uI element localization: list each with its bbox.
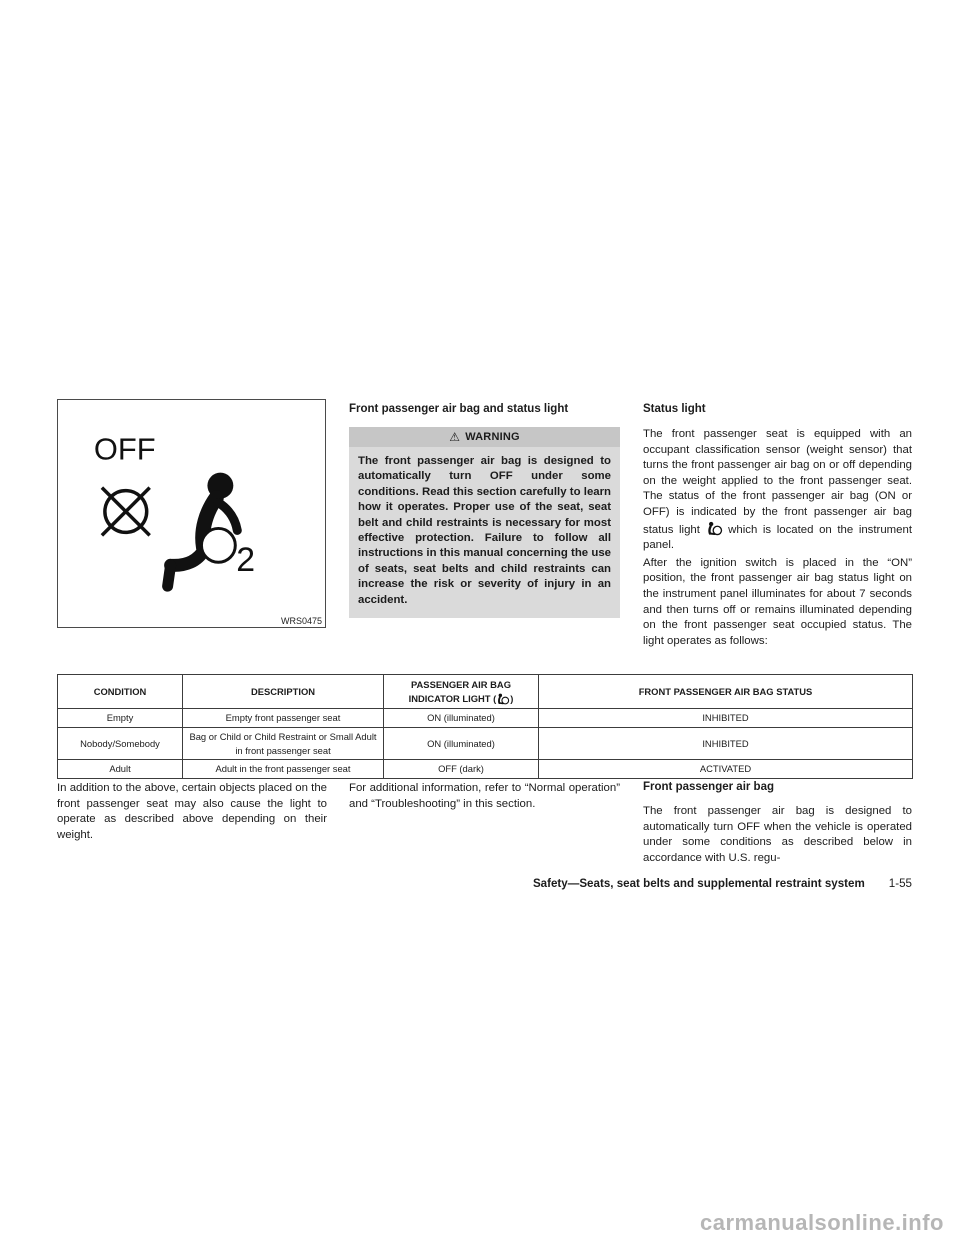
cell-condition: Empty xyxy=(58,709,183,728)
cell-condition: Adult xyxy=(58,760,183,779)
warning-title-label: WARNING xyxy=(465,431,520,443)
cell-status: INHIBITED xyxy=(539,727,913,759)
front-passenger-airbag-body: The front passenger air bag is designed to automatically turn OFF when the vehicle is operated under some conditions as described below in accordance with U.S. regu- xyxy=(643,805,912,864)
col-header-description: DESCRIPTION xyxy=(183,675,384,709)
passenger-airbag-indicator-icon xyxy=(496,693,510,705)
col-header-condition: CONDITION xyxy=(58,675,183,709)
cell-status: INHIBITED xyxy=(539,709,913,728)
cell-condition: Nobody/Somebody xyxy=(58,727,183,759)
cell-description: Empty front passenger seat xyxy=(183,709,384,728)
status-light-paragraph-1-text: The front passenger seat is equipped with an occupant classification sensor (weight sensor) that turns the front passenger air bag on or off depending on the weight applied to the front passenger seat. The status of the front passenger air bag (ON or OFF) is indicated by the front passenger air bag status light xyxy=(643,428,912,536)
section-heading-front-passenger-airbag-status-light: Front passenger air bag and status light xyxy=(349,403,569,415)
airbag-off-figure xyxy=(57,399,326,628)
cell-description: Adult in the front passenger seat xyxy=(183,760,384,779)
off-label: OFF xyxy=(93,431,156,467)
col-header-status: FRONT PASSENGER AIR BAG STATUS xyxy=(539,675,913,709)
status-light-paragraph-2: After the ignition switch is placed in the “ON” position, the front passenger air bag status light on the instrument panel illuminates for about 7 seconds and then turns off or remains illuminated depending on the front passenger seat occupied status. The light operates as follows: xyxy=(643,556,912,647)
footer-section-title: Safety—Seats, seat belts and supplemental restraint system xyxy=(532,877,865,890)
note-additional-information: For additional information, refer to “Normal operation” and “Troubleshooting” in this section. xyxy=(349,782,620,810)
warning-title-bar xyxy=(349,427,620,447)
passenger-with-airbag-icon xyxy=(168,473,238,587)
figure-code: WRS0475 xyxy=(278,616,322,626)
cell-indicator: ON (illuminated) xyxy=(384,709,539,728)
status-light-column xyxy=(643,403,912,651)
page-footer xyxy=(533,877,912,890)
cell-indicator: ON (illuminated) xyxy=(384,727,539,759)
table-header-row xyxy=(58,675,913,709)
table-row xyxy=(58,727,913,759)
front-passenger-airbag-section xyxy=(643,781,912,866)
section-heading-status-light: Status light xyxy=(643,403,706,415)
cell-indicator: OFF (dark) xyxy=(384,760,539,779)
cell-status: ACTIVATED xyxy=(539,760,913,779)
section-heading-front-passenger-air-bag: Front passenger air bag xyxy=(643,781,775,793)
note-objects-on-seat: In addition to the above, certain objects placed on the front passenger seat may also cause the light to operate as described above depending on their weight. xyxy=(57,782,327,841)
watermark-text: carmanualsonline.info xyxy=(700,1210,944,1235)
crossed-circle-icon xyxy=(102,488,150,536)
status-light-paragraph-1-cont: which is located on the instrument panel. xyxy=(643,523,912,552)
airbag-status-table xyxy=(57,674,913,779)
airbag-number-label: 2 xyxy=(236,541,256,580)
warning-column xyxy=(349,403,620,618)
cell-description: Bag or Child or Child Restraint or Small Adult in front passenger seat xyxy=(183,727,384,759)
airbag-off-illustration xyxy=(58,400,325,627)
table-row xyxy=(58,709,913,728)
warning-box xyxy=(349,427,620,618)
passenger-airbag-indicator-icon xyxy=(706,521,723,536)
warning-triangle-icon: ⚠ xyxy=(449,430,461,444)
warning-body-text: The front passenger air bag is designed to automatically turn OFF under some conditions. Read this section carefully to learn how it operates. Proper use of the seat, seat belt and child restraints is necessary for most effective protection. Failure to follow all instructions in this manual concerning the use of seats, seat belts and child restraints can increase the risk or severity of injury in an accident. xyxy=(349,447,620,618)
col-header-indicator: PASSENGER AIR BAG INDICATOR LIGHT ( ) xyxy=(384,675,539,709)
table-row xyxy=(58,760,913,779)
status-light-paragraph-1 xyxy=(643,427,912,554)
footer-page-number: 1-55 xyxy=(888,877,912,890)
